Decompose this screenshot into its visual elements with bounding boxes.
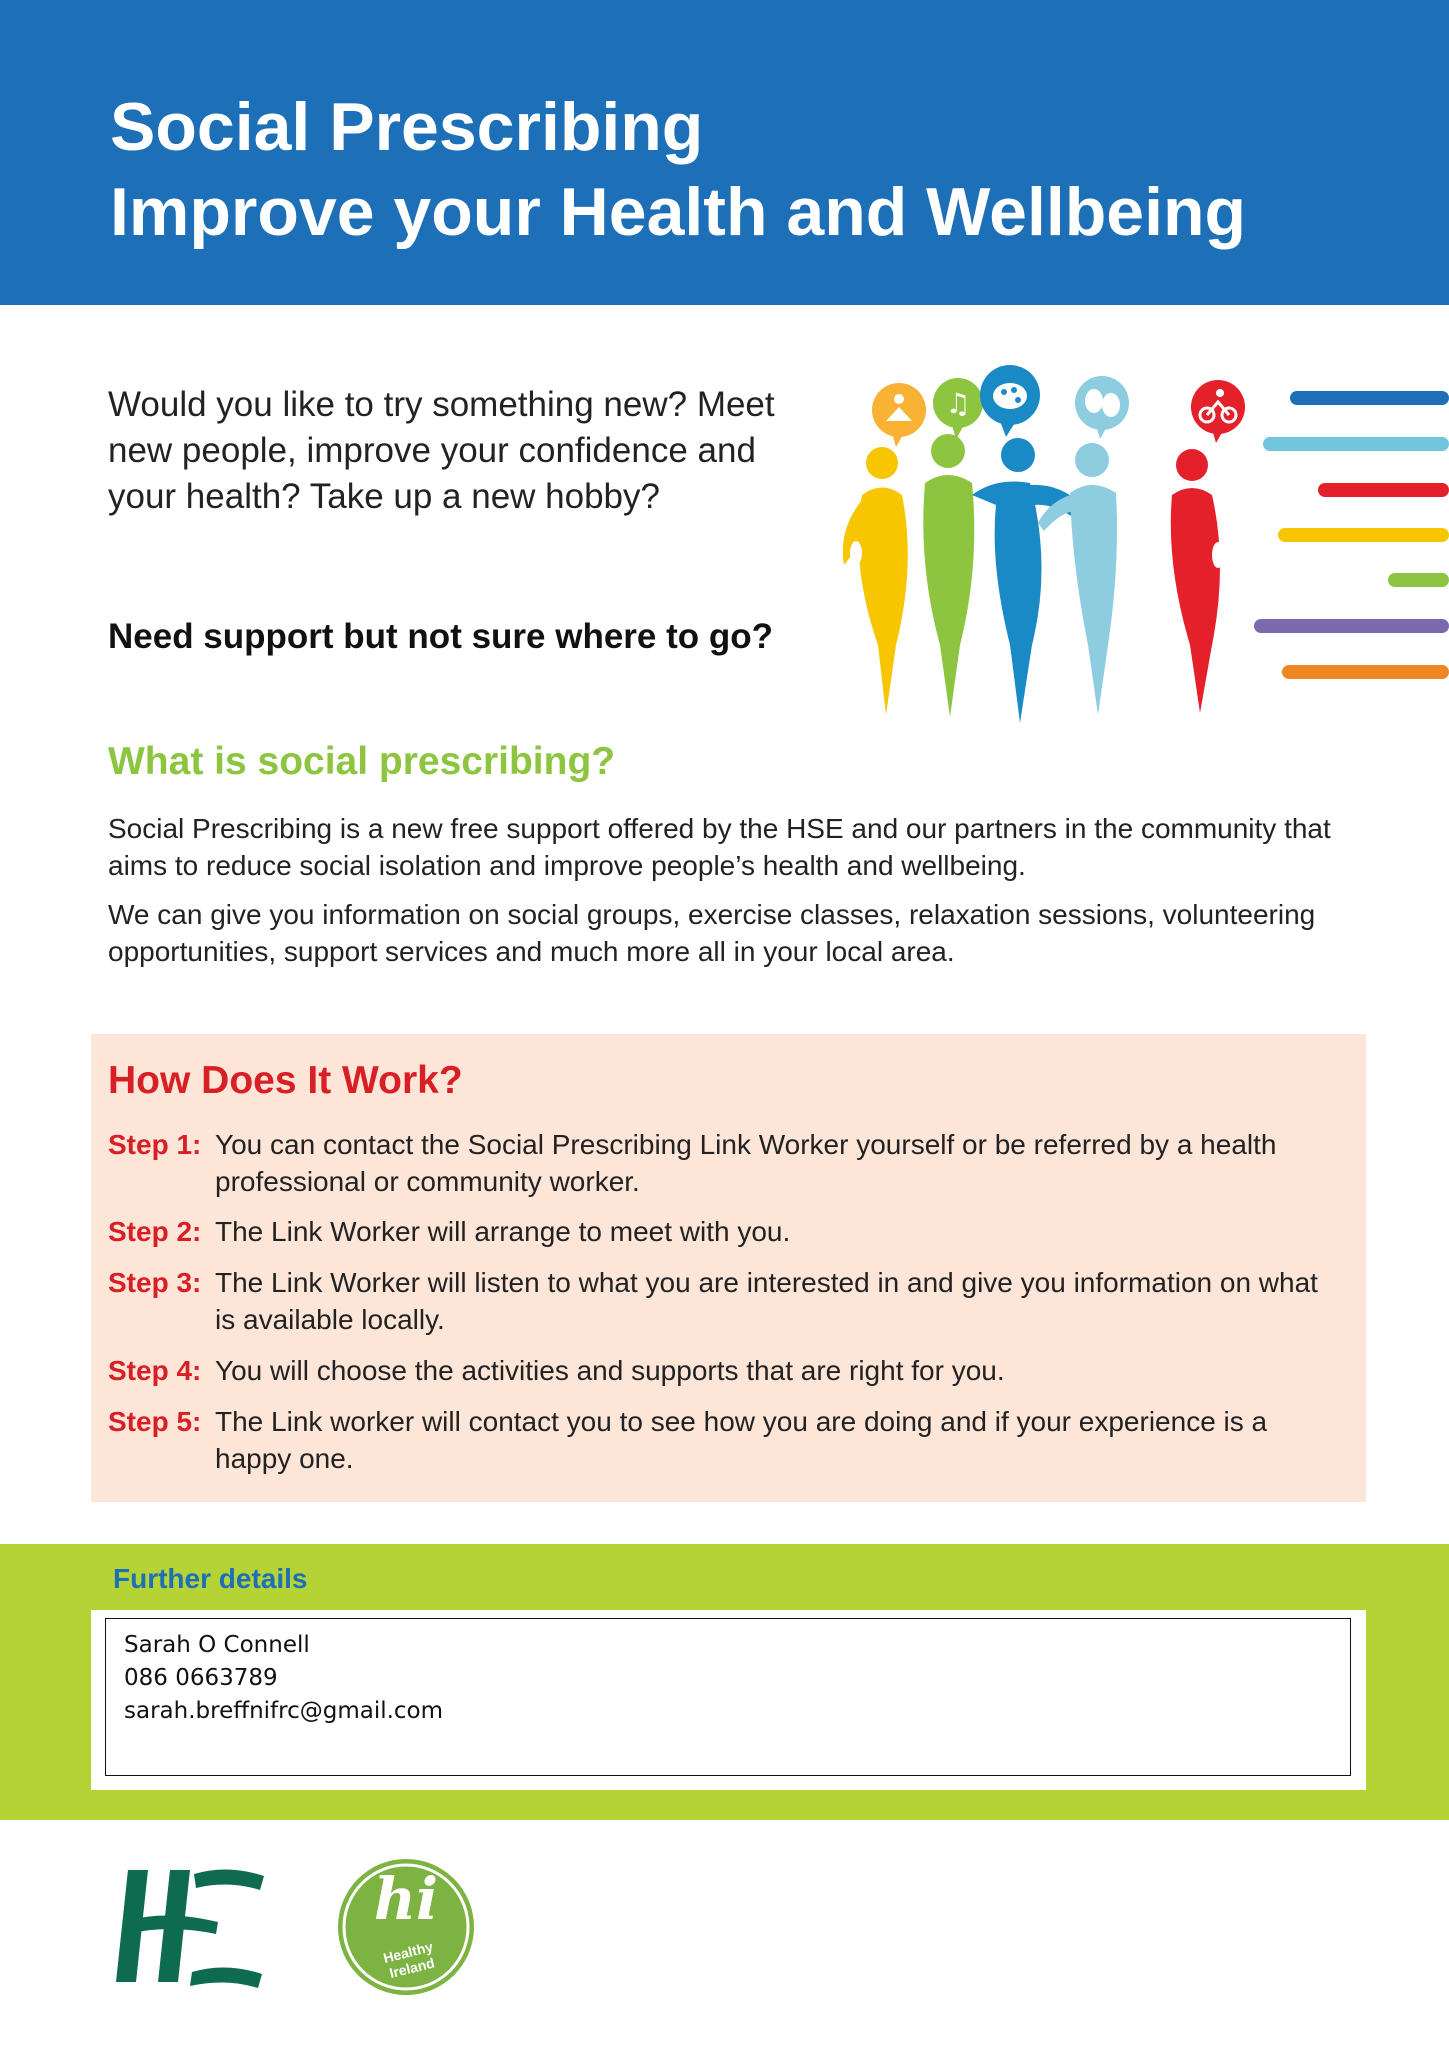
contact-email: sarah.breffnifrc@gmail.com — [124, 1698, 444, 1724]
step-label: Step 2: — [108, 1216, 202, 1247]
stripe-red — [1318, 483, 1449, 497]
cyclist-icon — [1191, 380, 1245, 443]
figure-blue — [972, 438, 1082, 723]
contact-details-box — [105, 1618, 1351, 1776]
stripe-purple — [1254, 619, 1449, 633]
stripe-yellow — [1278, 528, 1449, 542]
further-details-heading: Further details — [113, 1563, 308, 1594]
step-label: Step 5: — [108, 1406, 202, 1437]
stripe-light-blue — [1263, 437, 1449, 451]
figure-yellow — [843, 447, 908, 715]
step-item — [108, 1126, 1328, 1200]
figure-red — [1171, 449, 1224, 713]
contact-name: Sarah O Connell — [124, 1632, 310, 1658]
stripe-blue — [1290, 391, 1449, 405]
what-is-paragraph-1: Social Prescribing is a new free support offered by the HSE and our partners in the community that aims to reduce social isolation and improve people’s health and wellbeing. — [108, 813, 1331, 881]
step-text: The Link Worker will listen to what you are interested in and give you information on what is available locally. — [215, 1267, 1318, 1335]
step-item — [108, 1403, 1328, 1477]
stripe-orange — [1282, 665, 1449, 679]
stripe-green — [1388, 573, 1449, 587]
hi-logo-subtext: Healthy Ireland — [381, 1938, 437, 1982]
what-is-heading: What is social prescribing? — [108, 740, 616, 783]
people-illustration — [820, 355, 1449, 735]
step-text: The Link worker will contact you to see how you are doing and if your experience is a happy one. — [215, 1406, 1268, 1474]
page-title: Social Prescribing — [110, 89, 704, 165]
step-label: Step 3: — [108, 1267, 202, 1298]
step-item — [108, 1264, 1328, 1338]
paint-palette-icon — [980, 365, 1040, 437]
step-label: Step 4: — [108, 1355, 202, 1386]
theatre-masks-icon — [1075, 376, 1129, 439]
music-note-icon — [933, 378, 983, 439]
what-is-paragraph-2: We can give you information on social groups, exercise classes, relaxation sessions, volunteering opportunities, support services and much more all in your local area. — [108, 899, 1316, 967]
svg-text:♫: ♫ — [945, 387, 971, 420]
step-item — [108, 1352, 1328, 1389]
color-stripes — [1254, 391, 1449, 679]
meditation-icon — [872, 383, 926, 447]
step-text: You will choose the activities and supports that are right for you. — [215, 1355, 1005, 1386]
hse-logo — [108, 1862, 268, 1990]
need-support-text: Need support but not sure where to go? — [108, 617, 773, 656]
figure-green — [923, 434, 974, 717]
step-text: You can contact the Social Prescribing Link Worker yourself or be referred by a health professional or community worker. — [215, 1129, 1277, 1197]
contact-phone: 086 0663789 — [124, 1665, 278, 1691]
step-item — [108, 1213, 1328, 1250]
hi-logo-mark: hi — [373, 1865, 439, 1933]
step-label: Step 1: — [108, 1129, 202, 1160]
step-text: The Link Worker will arrange to meet with you. — [215, 1216, 791, 1247]
intro-question: Would you like to try something new? Meet new people, improve your confidence and your health? Take up a new hobby? — [108, 385, 775, 516]
figure-light-blue — [1038, 443, 1117, 715]
page-subtitle: Improve your Health and Wellbeing — [110, 174, 1247, 250]
how-it-works-heading: How Does It Work? — [108, 1059, 463, 1102]
